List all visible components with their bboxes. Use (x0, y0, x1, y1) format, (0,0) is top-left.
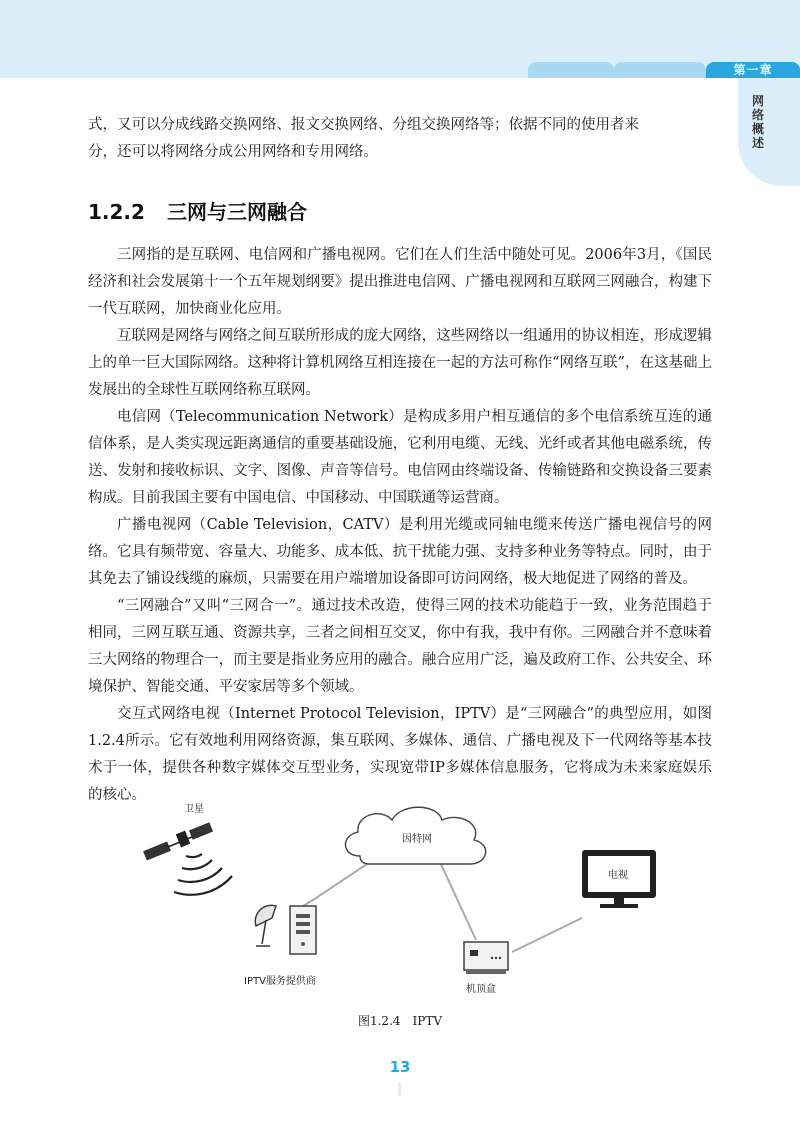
page-number: 13 (389, 1058, 411, 1076)
iptv-diagram (120, 800, 700, 1010)
server-icon (290, 906, 316, 954)
stb-label: 机顶盒 (466, 984, 496, 995)
tv-label: 电视 (608, 870, 628, 881)
intro-line: 分，还可以将网络分成公用网络和专用网络。 (88, 144, 378, 160)
paragraph: 交互式网络电视（Internet Protocol Television，IPTV）是“三网融合”的典型应用，如图1.2.4所示。它有效地利用网络资源，集互联网、多媒体、通信、广播电视及下一代网络等基本技术于一体，提供各种数字媒体交互型业务，实现宽带IP多媒体信息服务，它将成为未来家庭娱乐的核心。 (88, 706, 712, 803)
paragraph: 电信网（Telecommunication Network）是构成多用户相互通信的多个电信系统互连的通信体系，是人类实现远距离通信的重要基础设施，它利用电缆、无线、光纤或者其他电磁系统，传送、发射和接收标识、文字、图像、声音等信号。电信网由终端设备、传输链路和交换设备三要素构成。目前我国主要有中国电信、中国移动、中国联通等运营商。 (88, 409, 712, 506)
paragraph: 广播电视网（Cable Television，CATV）是利用光缆或同轴电缆来传送广播电视信号的网络。它具有频带宽、容量大、功能多、成本低、抗干扰能力强、支持多种业务等特点。同时，由于其免去了铺设线缆的麻烦，只需要在用户端增加设备即可访问网络，极大地促进了网络的普及。 (88, 517, 712, 587)
dish-icon (255, 905, 276, 946)
figure-caption: 图1.2.4 IPTV (357, 1014, 443, 1028)
link-line (512, 918, 582, 952)
satellite-icon (143, 822, 232, 895)
paragraph: “三网融合”又叫“三网合一”。通过技术改造，使得三网的技术功能趋于一致，业务范围趋于相同，三网互联互通、资源共享，三者之间相互交叉，你中有我，我中有你。三网融合并不意味着三大网络的物理合一，而主要是指业务应用的融合。融合应用广泛，遍及政府工作、公共安全、环境保护、智能交通、平安家居等多个领域。 (88, 598, 712, 695)
side-title: 网络概述 (752, 94, 765, 150)
page-number-bar (398, 1082, 401, 1096)
intro-line: 式，又可以分成线路交换网络、报文交换网络、分组交换网络等；依据不同的使用者来 (88, 117, 639, 133)
satellite-label: 卫星 (184, 804, 204, 815)
section-heading (88, 196, 307, 225)
chapter-tab: 第一章 (706, 62, 800, 78)
provider-label: IPTV服务提供商 (244, 976, 316, 987)
paragraph: 三网指的是互联网、电信网和广播电视网。它们在人们生活中随处可见。2006年3月，《国民经济和社会发展第十一个五年规划纲要》提出推进电信网、广播电视网和互联网三网融合，构建下一代互联网，加快商业化应用。 (88, 247, 712, 317)
section-title: 三网与三网融合 (166, 200, 307, 224)
link-line (316, 862, 370, 898)
section-number: 1.2.2 (88, 200, 145, 224)
intro-text (88, 112, 712, 166)
header-tab (528, 62, 614, 78)
set-top-box-icon (464, 942, 508, 974)
link-line (440, 862, 476, 940)
body-text (88, 242, 712, 809)
header-tab (614, 62, 706, 78)
paragraph: 互联网是网络与网络之间互联所形成的庞大网络，这些网络以一组通用的协议相连，形成逻辑上的单一巨大国际网络。这种将计算机网络互相连接在一起的方法可称作“网络互联”，在这基础上发展出的全球性互联网络称互联网。 (88, 328, 712, 398)
side-tab (738, 78, 800, 186)
internet-label: 因特网 (402, 834, 432, 845)
